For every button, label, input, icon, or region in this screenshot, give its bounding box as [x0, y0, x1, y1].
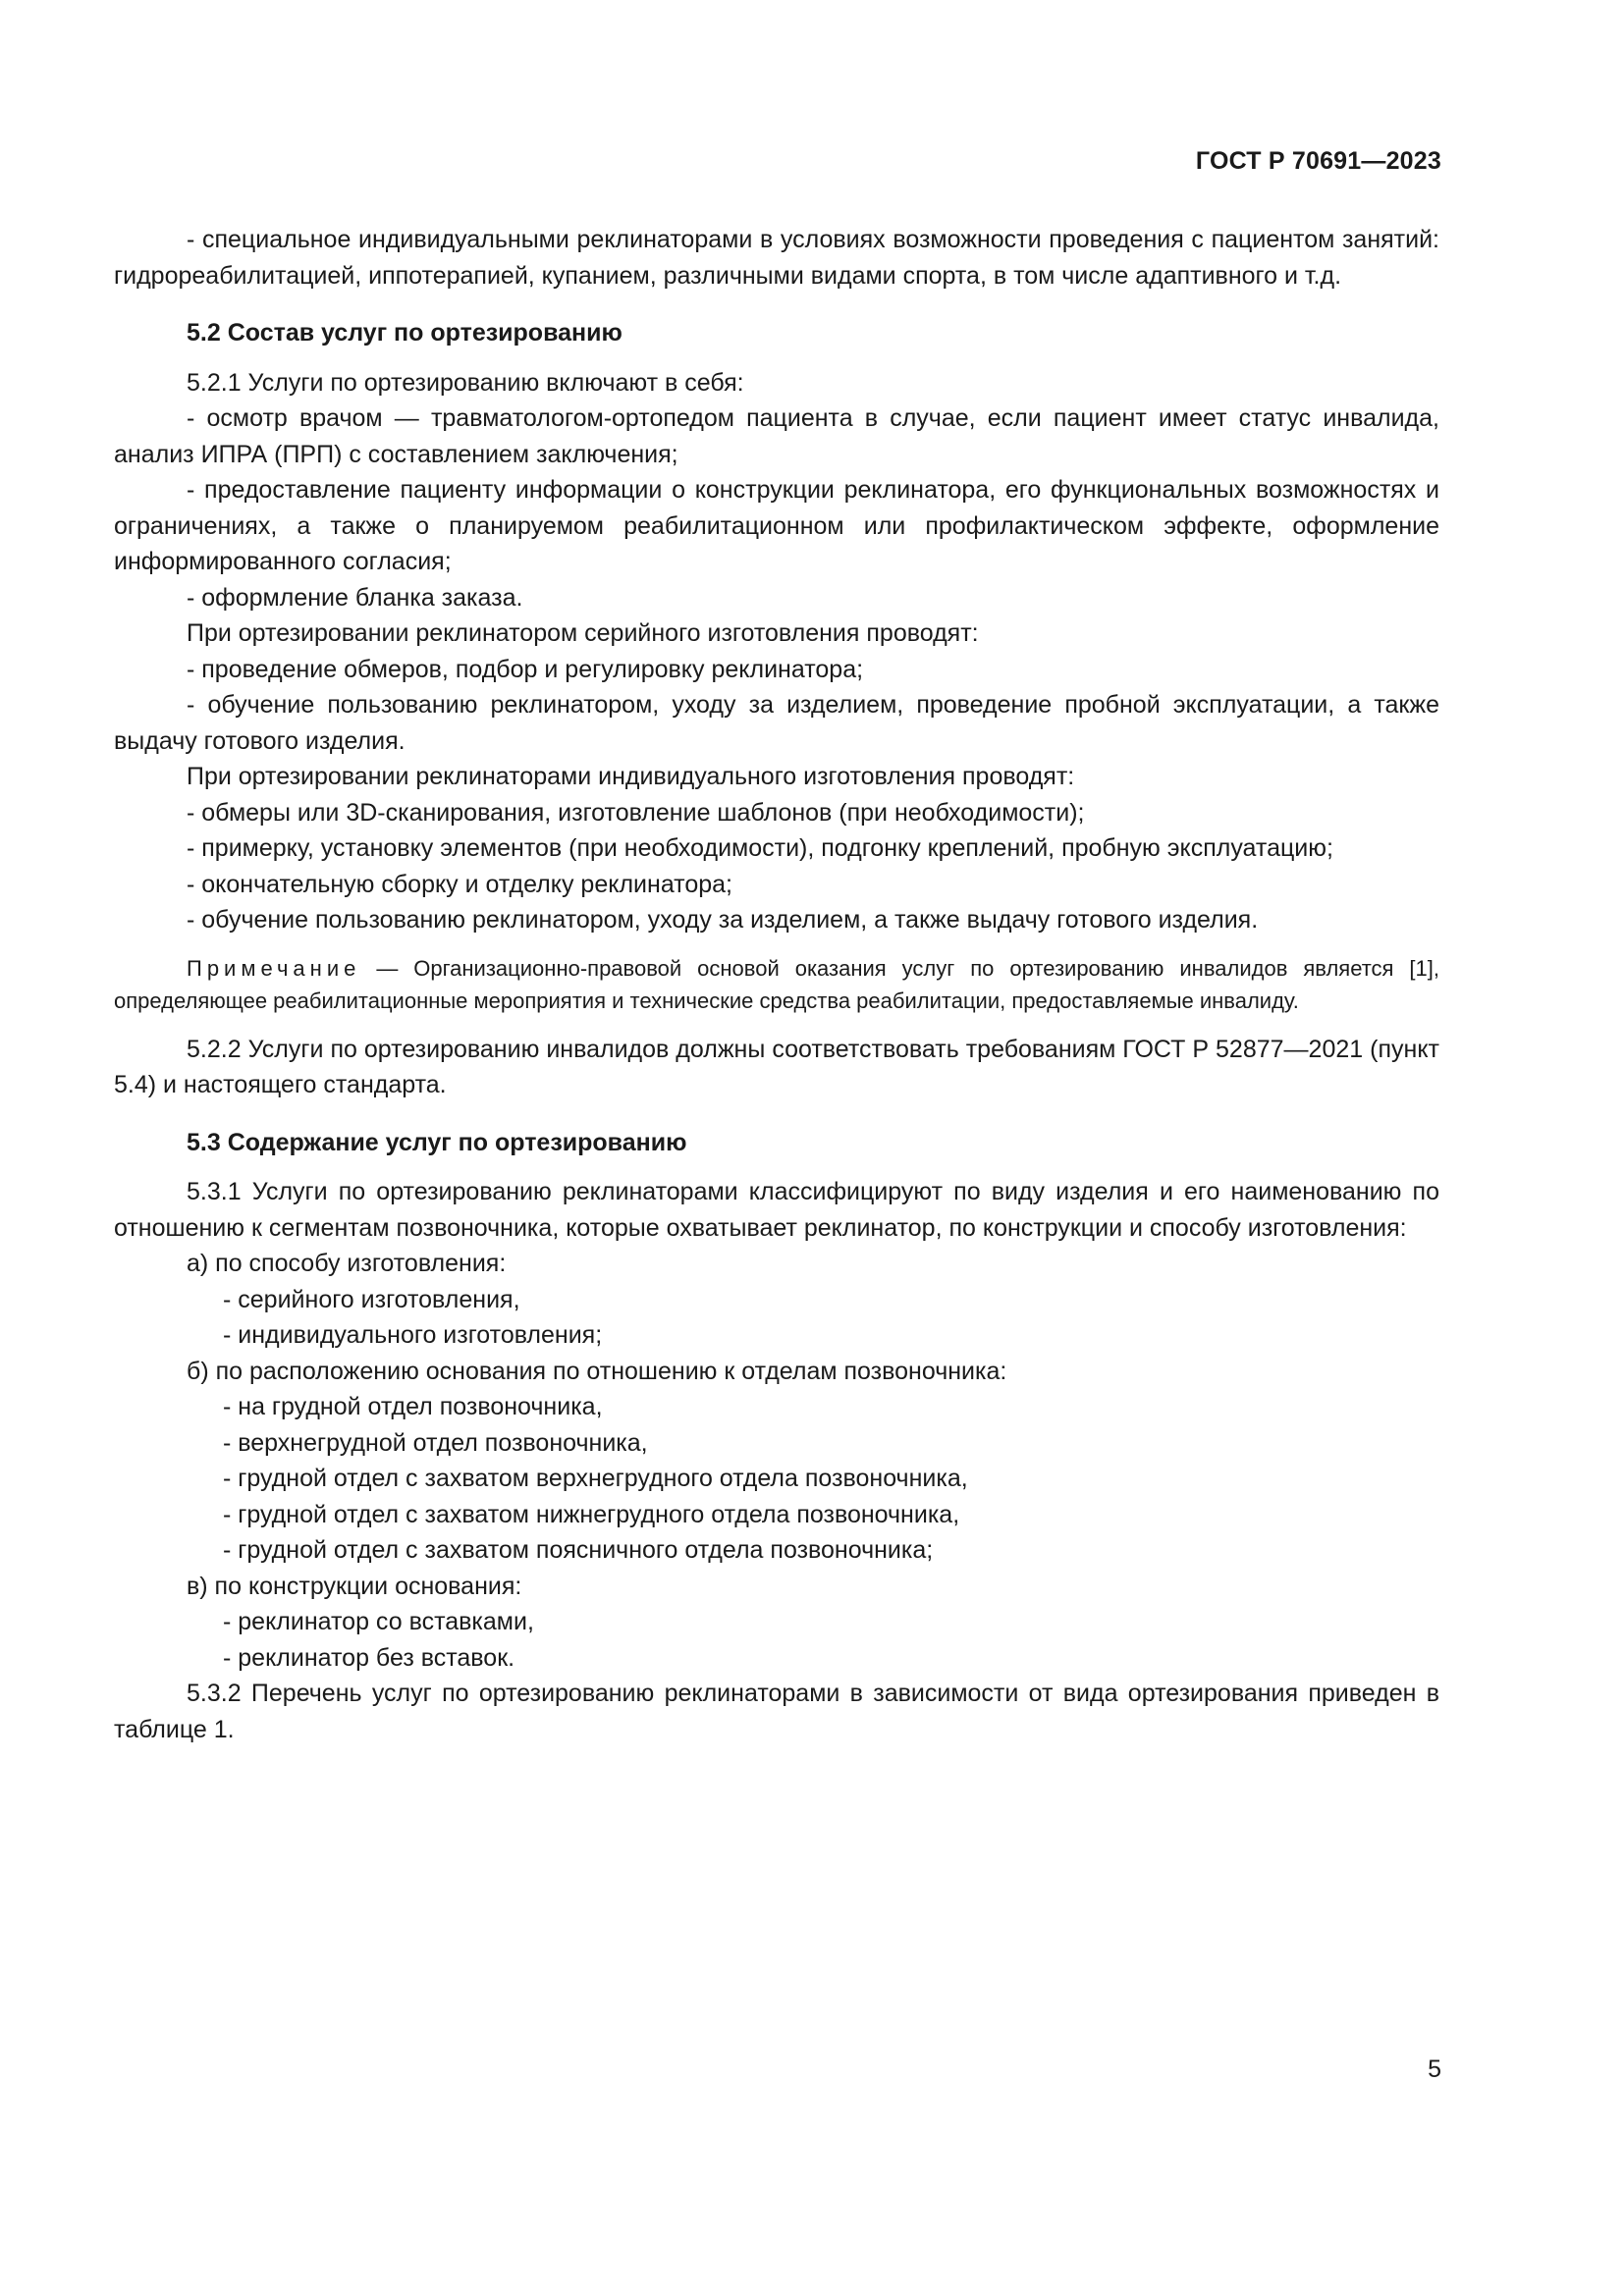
document-code-header: ГОСТ Р 70691—2023	[1195, 147, 1441, 175]
list-item: - примерку, установку элементов (при необходимости), подгонку креплений, пробную эксплуатацию;	[187, 834, 1333, 862]
note-block	[114, 952, 1439, 1018]
list-item: - грудной отдел с захватом нижнегрудного отдела позвоночника,	[223, 1500, 960, 1528]
individual-intro: При ортезировании реклинаторами индивидуального изготовления проводят:	[187, 763, 1075, 790]
paragraph-5-3-1: 5.3.1 Услуги по ортезированию реклинаторами классифицируют по виду изделия и его наименованию по отношению к сегментам позвоночника, которые охватывает реклинатор, по конструкции и способу изготовления:	[114, 1178, 1439, 1242]
list-item: - окончательную сборку и отделку реклинатора;	[187, 870, 732, 898]
paragraph-5-2-2: 5.2.2 Услуги по ортезированию инвалидов должны соответствовать требованиям ГОСТ Р 52877—2021 (пункт 5.4) и настоящего стандарта.	[114, 1035, 1439, 1098]
list-item: - обучение пользованию реклинатором, уходу за изделием, проведение пробной эксплуатации, а также выдачу готового изделия.	[114, 691, 1439, 755]
section-5-2-heading: 5.2 Состав услуг по ортезированию	[187, 319, 623, 347]
list-item: - реклинатор со вставками,	[223, 1608, 534, 1635]
list-item: - обмеры или 3D-сканирования, изготовление шаблонов (при необходимости);	[187, 798, 1085, 827]
section-5-3-heading: 5.3 Содержание услуг по ортезированию	[187, 1128, 687, 1156]
list-item: - предоставление пациенту информации о конструкции реклинатора, его функциональных возможностях и ограничениях, а также о планируемом реабилитационном или профилактическом эффекте, оформление информированного согласия;	[114, 476, 1439, 575]
list-item: - реклинатор без вставок.	[223, 1643, 515, 1672]
list-item: - грудной отдел с захватом поясничного отдела позвоночника;	[223, 1536, 934, 1564]
paragraph-5-2-1: 5.2.1 Услуги по ортезированию включают в себя:	[187, 368, 744, 397]
list-item: - на грудной отдел позвоночника,	[223, 1393, 603, 1420]
intro-bullet-continuation: - специальное индивидуальными реклинаторами в условиях возможности проведения с пациентом занятий: гидрореабилитацией, иппотерапией, купанием, различными видами спорта, в том числе адаптивного и т.д.	[114, 226, 1439, 290]
serial-intro: При ортезировании реклинатором серийного изготовления проводят:	[187, 619, 979, 647]
page-number: 5	[1428, 2056, 1441, 2083]
list-item: - серийного изготовления,	[223, 1285, 520, 1313]
group-a-label: а) по способу изготовления:	[187, 1250, 507, 1277]
group-c-label: в) по конструкции основания:	[187, 1572, 522, 1600]
note-label: Примечание	[187, 955, 361, 981]
list-item: - осмотр врачом — травматологом-ортопедом пациента в случае, если пациент имеет статус инвалида, анализ ИПРА (ПРП) с составлением заключения;	[114, 404, 1439, 468]
list-item: - верхнегрудной отдел позвоночника,	[223, 1428, 648, 1457]
list-item: - обучение пользованию реклинатором, уходу за изделием, а также выдачу готового изделия.	[187, 906, 1259, 934]
list-item: - грудной отдел с захватом верхнегрудного отдела позвоночника,	[223, 1465, 968, 1492]
group-b-label: б) по расположению основания по отношению к отделам позвоночника:	[187, 1357, 1007, 1385]
list-item: - оформление бланка заказа.	[187, 583, 523, 612]
list-item: - индивидуального изготовления;	[223, 1321, 603, 1349]
note-text: — Организационно-правовой основой оказания услуг по ортезированию инвалидов является [1], определяющее реабилитационные мероприятия и технические средства реабилитации, предоставляемые инвалиду.	[114, 955, 1439, 1013]
page-content	[114, 222, 1439, 1747]
paragraph-5-3-2: 5.3.2 Перечень услуг по ортезированию реклинаторами в зависимости от вида ортезирования приведен в таблице 1.	[114, 1680, 1439, 1743]
list-item: - проведение обмеров, подбор и регулировку реклинатора;	[187, 655, 864, 683]
